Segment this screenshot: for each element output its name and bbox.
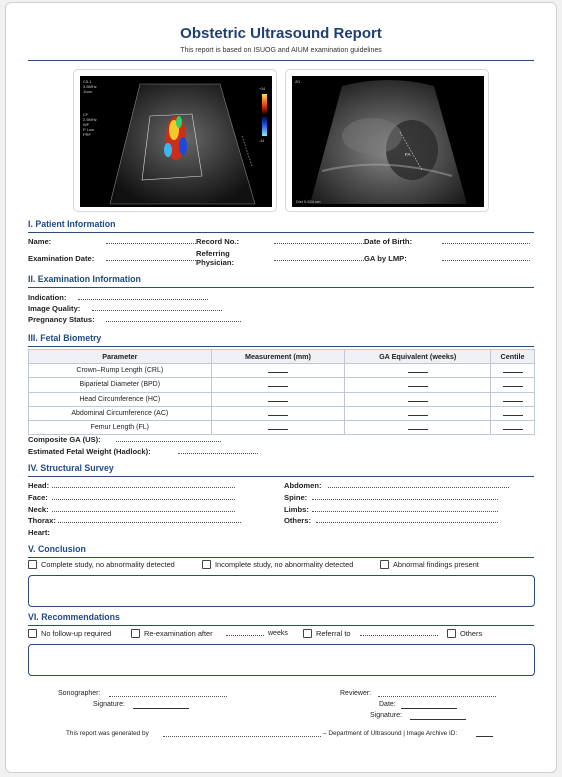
conclusion-option-complete[interactable] [28, 560, 175, 569]
recommendations-textarea[interactable] [28, 644, 535, 676]
image-quality-label: Image Quality: [28, 304, 81, 313]
heart-label: Heart: [28, 528, 50, 537]
head-field[interactable] [52, 487, 235, 488]
referring-label-line2: Physician: [196, 258, 234, 267]
exam-date-label: Examination Date: [28, 254, 95, 263]
rec-no-followup[interactable] [28, 629, 111, 638]
indication-label: Indication: [28, 293, 67, 302]
reviewer-signature-label: Signature: [370, 712, 402, 719]
table-row [29, 392, 535, 406]
table-row [29, 406, 535, 420]
rec-referral-label: Referral to [316, 629, 351, 638]
table-row [29, 420, 535, 434]
footer-generator-field[interactable] [163, 736, 321, 737]
section-rule [28, 625, 534, 626]
parameter-cell: Crown–Rump Length (CRL) [29, 364, 212, 378]
table-row [29, 364, 535, 378]
ultrasound-image-left [73, 69, 277, 212]
name-field[interactable] [106, 243, 196, 244]
checkbox-icon[interactable] [202, 560, 211, 569]
report-subtitle: This report is based on ISUOG and AIUM examination guidelines [180, 47, 382, 54]
svg-text:PRF: PRF [83, 132, 91, 137]
svg-text:FA: FA [405, 152, 411, 157]
reexam-weeks-field[interactable] [226, 635, 264, 636]
section-exam-title: II. Examination Information [28, 274, 141, 284]
head-label: Head: [28, 481, 50, 490]
conclusion-option-abnormal[interactable] [380, 560, 479, 569]
centile-cell[interactable] [491, 420, 535, 434]
sonographer-signature-label: Signature: [93, 701, 125, 708]
sonographer-field[interactable] [109, 696, 227, 697]
ga-cell[interactable] [345, 378, 491, 392]
face-label: Face: [28, 493, 48, 502]
col-header-measurement: Measurement (mm) [211, 350, 345, 364]
name-label: Name: [28, 237, 52, 246]
centile-cell[interactable] [491, 406, 535, 420]
conclusion-option-incomplete[interactable] [202, 560, 353, 569]
bmode-ultrasound-image [292, 76, 484, 207]
biometry-table [28, 349, 535, 435]
sonographer-label: Sonographer: [58, 690, 101, 697]
parameter-cell: Abdominal Circumference (AC) [29, 406, 212, 420]
section-rule [28, 232, 534, 233]
composite-ga-field[interactable] [116, 441, 221, 442]
abdomen-field[interactable] [328, 487, 509, 488]
checkbox-icon[interactable] [131, 629, 140, 638]
section-biometry-title: III. Fetal Biometry [28, 333, 102, 343]
others-field[interactable] [316, 522, 498, 523]
svg-text:CF: CF [83, 112, 89, 117]
reviewer-field[interactable] [378, 696, 496, 697]
indication-field[interactable] [78, 299, 208, 300]
measurement-cell[interactable] [211, 406, 345, 420]
section-rule [28, 346, 534, 347]
table-row [29, 378, 535, 392]
section-rule [28, 287, 534, 288]
rec-referral[interactable] [303, 629, 351, 638]
record-label: Record No.: [196, 237, 240, 246]
referral-field[interactable] [360, 635, 438, 636]
efw-label: Estimated Fetal Weight (Hadlock): [28, 447, 151, 456]
archive-id-line[interactable] [476, 736, 493, 737]
doppler-ultrasound-image [80, 76, 272, 207]
reviewer-signature-line[interactable] [410, 719, 466, 720]
ga-cell[interactable] [345, 392, 491, 406]
svg-text:WF: WF [83, 122, 90, 127]
record-field[interactable] [274, 243, 364, 244]
image-quality-field[interactable] [92, 310, 222, 311]
conclusion-textarea[interactable] [28, 575, 535, 607]
neck-label: Neck: [28, 505, 49, 514]
ga-cell[interactable] [345, 420, 491, 434]
measurement-cell[interactable] [211, 364, 345, 378]
weeks-label: weeks [268, 630, 288, 637]
thorax-label: Thorax: [28, 516, 56, 525]
spine-field[interactable] [312, 499, 498, 500]
table-header-row [29, 350, 535, 364]
parameter-cell: Head Circumference (HC) [29, 392, 212, 406]
checkbox-icon[interactable] [447, 629, 456, 638]
checkbox-icon[interactable] [28, 629, 37, 638]
svg-text:11cm: 11cm [83, 89, 93, 94]
col-header-parameter: Parameter [29, 350, 212, 364]
report-page [5, 2, 557, 773]
ultrasound-image-right [285, 69, 489, 212]
svg-text:2D: 2D [295, 79, 301, 84]
svg-text:3.6MHz: 3.6MHz [83, 84, 97, 89]
section-recommendations-title: VI. Recommendations [28, 612, 120, 622]
svg-text:C5-1: C5-1 [83, 79, 92, 84]
sonographer-signature-line[interactable] [133, 708, 189, 709]
measurement-cell[interactable] [211, 378, 345, 392]
rec-no-followup-label: No follow-up required [41, 629, 112, 638]
section-rule [28, 476, 534, 477]
rec-reexamination[interactable] [131, 629, 213, 638]
centile-cell[interactable] [491, 378, 535, 392]
referring-field[interactable] [274, 260, 364, 261]
pregnancy-status-label: Pregnancy Status: [28, 315, 95, 324]
pregnancy-status-field[interactable] [106, 321, 241, 322]
svg-text:Dist 0.624 cm: Dist 0.624 cm [296, 199, 321, 204]
centile-cell[interactable] [491, 392, 535, 406]
neck-field[interactable] [52, 511, 235, 512]
section-conclusion-title: V. Conclusion [28, 544, 86, 554]
referring-label [196, 249, 234, 267]
dob-field[interactable] [442, 243, 530, 244]
svg-text:2.5MHz: 2.5MHz [83, 117, 97, 122]
exam-date-field[interactable] [106, 260, 196, 261]
col-header-centile: Centile [491, 350, 535, 364]
review-date-label: Date: [379, 701, 396, 708]
parameter-cell: Biparietal Diameter (BPD) [29, 378, 212, 392]
checkbox-icon[interactable] [380, 560, 389, 569]
report-title: Obstetric Ultrasound Report [180, 25, 382, 42]
dob-label: Date of Birth: [364, 237, 413, 246]
section-survey-title: IV. Structural Survey [28, 463, 114, 473]
centile-cell[interactable] [491, 364, 535, 378]
rec-others[interactable] [447, 629, 482, 638]
svg-text:P Low: P Low [83, 127, 95, 132]
conclusion-option-label: Abnormal findings present [393, 560, 479, 569]
measurement-cell[interactable] [211, 420, 345, 434]
checkbox-icon[interactable] [303, 629, 312, 638]
svg-text:-34: -34 [259, 139, 265, 143]
header-rule [28, 60, 534, 61]
rec-others-label: Others [460, 629, 483, 638]
measurement-cell[interactable] [211, 392, 345, 406]
ga-lmp-label: GA by LMP: [364, 254, 407, 263]
thorax-field[interactable] [58, 522, 241, 523]
conclusion-option-label: Incomplete study, no abnormality detected [215, 560, 354, 569]
footer-generated-label: This report was generated by [66, 730, 149, 737]
reviewer-label: Reviewer: [340, 690, 372, 697]
footer-dept-label: – Department of Ultrasound | Image Archive ID: [323, 730, 458, 737]
ga-cell[interactable] [345, 406, 491, 420]
ga-lmp-field[interactable] [442, 260, 530, 261]
svg-text:+34: +34 [259, 87, 266, 91]
referring-label-line1: Referring [196, 249, 230, 258]
section-patient-title: I. Patient Information [28, 219, 116, 229]
face-field[interactable] [52, 499, 235, 500]
col-header-ga: GA Equivalent (weeks) [345, 350, 491, 364]
review-date-line[interactable] [401, 708, 457, 709]
abdomen-label: Abdomen: [284, 481, 322, 490]
spine-label: Spine: [284, 493, 308, 502]
parameter-cell: Femur Length (FL) [29, 420, 212, 434]
limbs-label: Limbs: [284, 505, 309, 514]
efw-field[interactable] [178, 453, 258, 454]
section-rule [28, 557, 534, 558]
conclusion-option-label: Complete study, no abnormality detected [41, 560, 175, 569]
rec-reexam-label: Re-examination after [144, 629, 213, 638]
ga-cell[interactable] [345, 364, 491, 378]
composite-ga-label: Composite GA (US): [28, 435, 101, 444]
limbs-field[interactable] [312, 511, 498, 512]
checkbox-icon[interactable] [28, 560, 37, 569]
others-label: Others: [284, 516, 312, 525]
